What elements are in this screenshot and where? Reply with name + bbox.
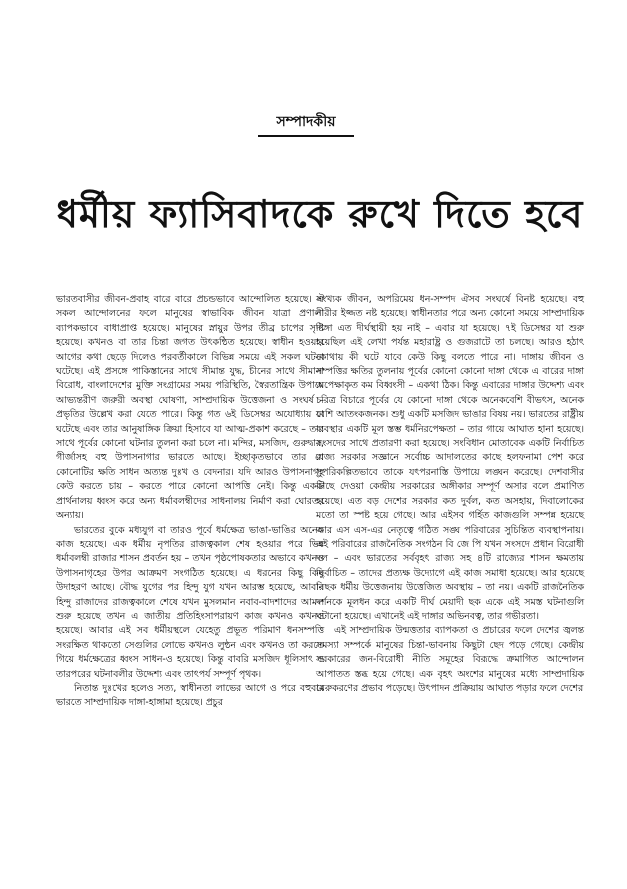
left-paragraph-3: নিতান্ত দুঃখের হলেও সত্য, স্বাধীনতা লাভের আগে ও পরে বহুবার ভারতে সাম্প্রদায়িক দাঙ্গা-হাঙ্গামা হয়েছে। প্রচুর bbox=[56, 682, 324, 709]
right-column bbox=[316, 293, 584, 696]
left-paragraph-2: ভারতের বুকে মধ্যযুগ বা তারও পূর্বে ধর্মক্ষেত্র ভাঙা-ভাঙির অনেক কাজ হয়েছে। এক ধর্মীয় নৃপতির রাজত্বকাল শেষ হওয়ার পরে ভিন্ন ধর্মাবলম্বী রাজার শাসন প্রবর্তন হয় – তখন পৃষ্ঠপোষকতার অভাবে কখনও উপাসনাগৃহের উপর আক্রমণ সংগঠিত হয়েছে। এ ধরনের কিছু কিছু উদাহরণ আছে। বৌদ্ধ যুগের পর হিন্দু যুগ যখন আরম্ভ হয়েছে, আবার হিন্দু রাজাদের রাজত্বকালে শেষে যখন মুসলমান নবাব-বাদশাদের আমল শুরু হয়েছে তখন এ জাতীয় প্রতিহিংসাপরায়ণ কাজ কখনও কখনও হয়েছে। আবার এই সব ধর্মীয়স্থলে যেহেতু প্রভূত পরিমাণ ধনসম্পত্তি সংরক্ষিত থাকতো সেগুলির লোভে কখনও লুন্ঠন এবং কখনও তা করতে গিয়ে ধর্মক্ষেত্রের ধ্বংস সাধন-ও হয়েছে। কিন্তু বাবরি মসজিদ ধূলিসাৎ ও তারপরের ঘটনাবলীর উদ্দেশ্য এবং তাৎপর্য সম্পূর্ণ পৃথক। bbox=[56, 524, 324, 680]
right-paragraph-2: এই সাম্প্রদায়িক উন্মত্ততার ব্যাপকতা ও প্রচারের ফলে দেশের জ্বলন্ত সমস্যা সম্পর্কে মানুষের চিন্তা-ভাবনায় কিছুটা ছেদ পড়ে গেছে। কেন্দ্রীয় সরকারের জন-বিরোধী নীতি সমূহের বিরূদ্ধে ক্রমাগিত আন্দোলন আপাতত স্তব্ধ হয়ে গেছে। এক বৃহৎ অংশের মানুষের মধ্যে সাম্প্রদায়িক মেরুকরণের প্রভাব পড়েছে। উৎপাদন প্রক্রিয়ায় আঘাত পড়ার ফলে দেশের bbox=[316, 625, 584, 694]
left-paragraph-1: ভারতবাসীর জীবন-প্রবাহ বারে বারে প্রচন্ডভাবে আন্দোলিত হয়েছে। ঐ সকল আন্দোলনের ফলে মানুষের স্বাভাবিক জীবন যাত্রা প্রণালী ব্যাপকভাবে বাধাপ্রাপ্ত হয়েছে। মানুষের স্নায়ুর উপর তীব্র চাপের সৃষ্টি হয়েছে। কখনও বা তার চিন্তা জগত উৎকন্ঠিত হয়েছে। স্বাধীন হওয়ার আগের কথা ছেড়ে দিলেও পরবর্তীকালে বিভিন্ন সময়ে এই সকল ঘটনা ঘটেছে। এই প্রসঙ্গে পাকিস্তানের সাথে সীমান্ত যুদ্ধ, চীনের সাথে সীমানা বিরোধ, বাংলাদেশের মুক্তি সংগ্রামের সময় পরিস্থিতি, স্বৈরতান্ত্রিক উপায়ে আভ্যন্তরীণ জরুরী অবস্থা ঘোষণা, সাম্প্রদায়িক উত্তেজনা ও সংঘর্ষ – প্রভৃতির উল্লেখ করা যেতে পারে। কিন্তু গত ৬ই ডিসেম্বর অযোধ্যায় যা ঘটেছে এবং তার আনুষাঙ্গিক ক্রিয়া হিসাবে যা আত্ম-প্রকাশ করেছে – তার সাথে পূর্বের কোনো ঘটনার তুলনা করা চলে না। মন্দির, মসজিদ, গুরুদ্বার, গীর্জাসহ বহু উপাসনাগার ভারতে আছে। ইচ্ছাকৃতভাবে তার যে কোনোটির ক্ষতি সাধন অত্যন্ত দুঃখ ও বেদনার। যদি আরও উপাসনাগৃহ কেউ করতে চায় – করতে পারে কোনো আপত্তি নেই। কিন্তু একটি প্রার্থনালয় ধ্বংস করে অন্য ধর্মাবলম্বীদের সাধনালয় নির্মাণ করা ঘোরতর অন্যায়। bbox=[56, 294, 324, 522]
left-column bbox=[56, 293, 324, 711]
right-paragraph-1: সংখ্যক জীবন, অপরিমেয় ধন-সম্পদ ঐসব সংঘর্ষে বিনষ্ট হয়েছে। বহু নারীর ইজ্জত নষ্ট হয়েছে। স্বাধীনতার পরে অন্য কোনো সময়ে সাম্প্রদায়িক দাঙ্গা এত দীর্ঘস্থায়ী হয় নাই – এবার যা হয়েছে। ৭ই ডিসেম্বর যা শুরু হয়েছিল এই লেখা পর্যন্ত মহারাষ্ট্র ও গুজরাটে তা চলছে। আরও হঠাৎ কোথায় কী ঘটে যাবে কেউ কিছু বলতে পারে না। দাঙ্গায় জীবন ও সম্পত্তির ক্ষতির তুলনায় পূর্বের কোনো কোনো দাঙ্গা থেকে এ বারের দাঙ্গা অপেক্ষাকৃত কম বিধ্বংসী – একথা ঠিক। কিন্তু এবারের দাঙ্গার উদ্দেশ্য এবং চরিত্র বিচারে পূর্বের যে কোনো দাঙ্গা থেকে অনেকবেশি বীভৎস, অনেক বেশি আতংকজনক। শুধু একটি মসজিদ ভাঙার বিষয় নয়। ভারতের রাষ্ট্রীয় ব্যবস্থার একটি মূল স্তম্ভ ধর্মনিরপেক্ষতা – তার গায়ে আঘাত হানা হয়েছে। সংসদের সাথে প্রতারণা করা হয়েছে। সংবিধান মোতাবেক একটি নির্বাচিত রাজ্য সরকার সজ্ঞানে সর্বোচ্চ আদালতের কাছে হলফনামা পেশ করে সুপরিকল্পিতভাবে তাকে যৎপরনাস্তি উপায়ে লঙ্ঘন করেছে। দেশবাসীর কাছে দেওয়া কেন্দ্রীয় সরকারের অঙ্গীকার সম্পূর্ণ অসার বলে প্রমাণিত হয়েছে। এত বড় দেশের সরকার কত দুর্বল, কত অসহায়, দিবালোকের মতো তা স্পষ্ট হয়ে গেছে। আর এইসব গর্হিত কাজগুলি সম্পন্ন হয়েছে আর এস এস-এর নেতৃত্বে গঠিত সঙ্ঘ পরিবারের সুচিন্তিত ব্যবস্থাপনায়। এই পরিবারের রাজনৈতিক সংগঠন বি জে পি যখন সংসদে প্রধান বিরোধী দল – এবং ভারতের সর্ববৃহৎ রাজ্য সহ ৪টি রাজ্যের শাসন ক্ষমতায় নির্বাচিত – তাদের প্রত্যক্ষ উদ্যোগে এই কাজ সমাধা হয়েছে। আর হয়েছে নিছক ধর্মীয় উত্তেজনায় উত্তেজিত অবস্থায় – তা নয়। একটি রাজনৈতিক দর্শনকে মূলধন করে একটি দীর্ঘ মেয়াদী ছক একে এই সমস্ত ঘটনাগুলি ঘটানো হয়েছে। এখানেই এই দাঙ্গার অভিনবত্ব, তার গভীরতা। bbox=[316, 294, 584, 622]
section-label: সম্পাদকীয় bbox=[276, 114, 336, 130]
section-underline bbox=[258, 135, 354, 137]
editorial-headline: ধর্মীয় ফ্যাসিবাদকে রুখে দিতে হবে bbox=[56, 192, 584, 236]
